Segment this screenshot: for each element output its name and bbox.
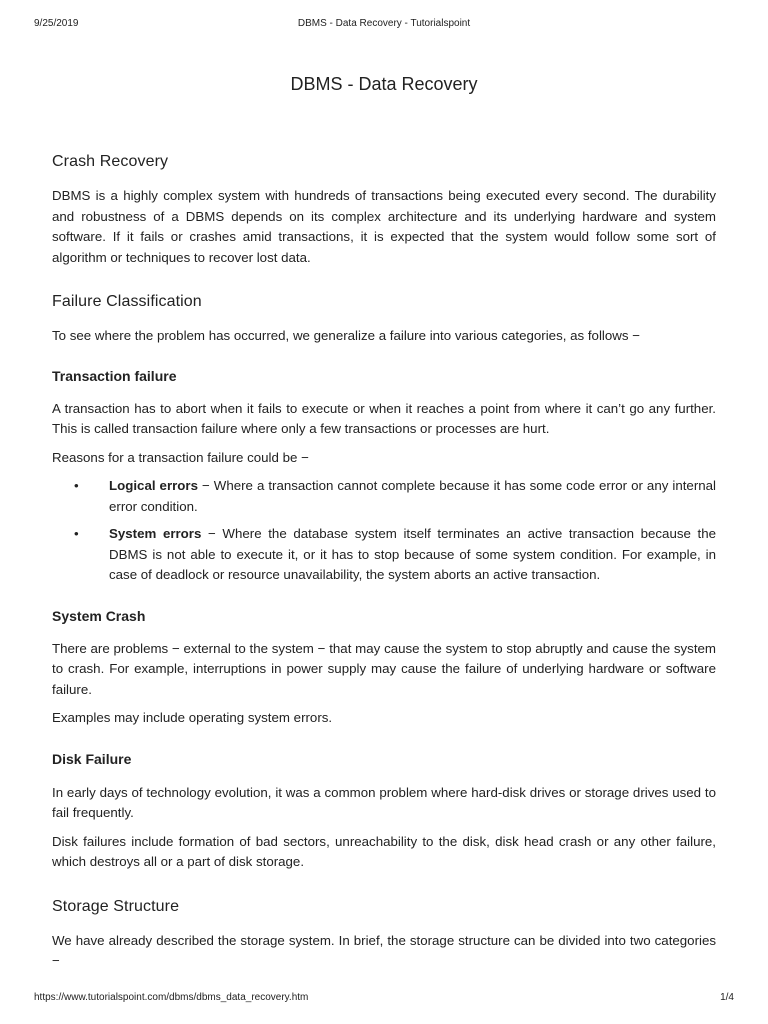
system-crash-paragraph: There are problems − external to the system − that may cause the system to stop abruptly and cause the system to crash. For example, interruptions in power supply may cause the failure of underlying hardware or software failure. [52, 640, 716, 697]
heading-transaction-failure: Transaction failure [52, 367, 177, 384]
print-footer [34, 992, 734, 1006]
heading-disk-failure: Disk Failure [52, 750, 132, 767]
disk-failure-paragraph: In early days of technology evolution, it was a common problem where hard-disk drives or storage drives used to fail frequently. [52, 784, 716, 820]
list-item [52, 524, 716, 586]
heading-crash-recovery: Crash Recovery [52, 153, 169, 170]
reason-term: Logical errors [109, 478, 198, 493]
reasons-list [52, 476, 716, 586]
heading-system-crash: System Crash [52, 607, 146, 624]
heading-failure-classification: Failure Classification [52, 293, 202, 310]
reason-term: System errors [109, 526, 202, 541]
failure-classification-intro: To see where the problem has occurred, we generalize a failure into various categories, as follows − [52, 328, 640, 343]
disk-failure-details: Disk failures include formation of bad sectors, unreachability to the disk, disk head crash or any other failure, which destroys all or a part of disk storage. [52, 833, 716, 869]
page-url: https://www.tutorialspoint.com/dbms/dbms_data_recovery.htm [34, 992, 309, 1003]
reason-description: − Where a transaction cannot complete because it has some code error or any internal error condition. [109, 478, 716, 514]
transaction-failure-reasons-intro: Reasons for a transaction failure could be − [52, 449, 309, 465]
reason-description: − Where the database system itself terminates an active transaction because the DBMS is not able to execute it, or it has to stop because of some system condition. For example, in case of deadlock or resource unavailability, the system aborts an active transaction. [109, 526, 717, 582]
bullet-icon: • [74, 478, 79, 493]
article-content [52, 72, 716, 972]
bullet-icon: • [74, 526, 79, 541]
storage-structure-paragraph: We have already described the storage system. In brief, the storage structure can be divided into two categories − [52, 932, 716, 968]
system-crash-examples: Examples may include operating system errors. [52, 710, 333, 725]
heading-storage-structure: Storage Structure [52, 897, 180, 915]
crash-recovery-paragraph: DBMS is a highly complex system with hundreds of transactions being executed every second. The durability and robustness of a DBMS depends on its complex architecture and its underlying hardware and system software. If it fails or crashes amid transactions, it is expected that the system would follow some sort of algorithm or techniques to recover lost data. [52, 188, 716, 265]
transaction-failure-paragraph: A transaction has to abort when it fails to execute or when it reaches a point from where it can’t go any further. This is called transaction failure where only a few transactions or processes are hurt. [52, 400, 716, 436]
page-title: DBMS - Data Recovery [290, 74, 478, 94]
page-number: 1/4 [720, 992, 734, 1003]
print-title: DBMS - Data Recovery - Tutorialspoint [297, 18, 471, 29]
print-header [34, 18, 734, 32]
list-item [52, 476, 716, 517]
print-date: 9/25/2019 [34, 18, 79, 29]
